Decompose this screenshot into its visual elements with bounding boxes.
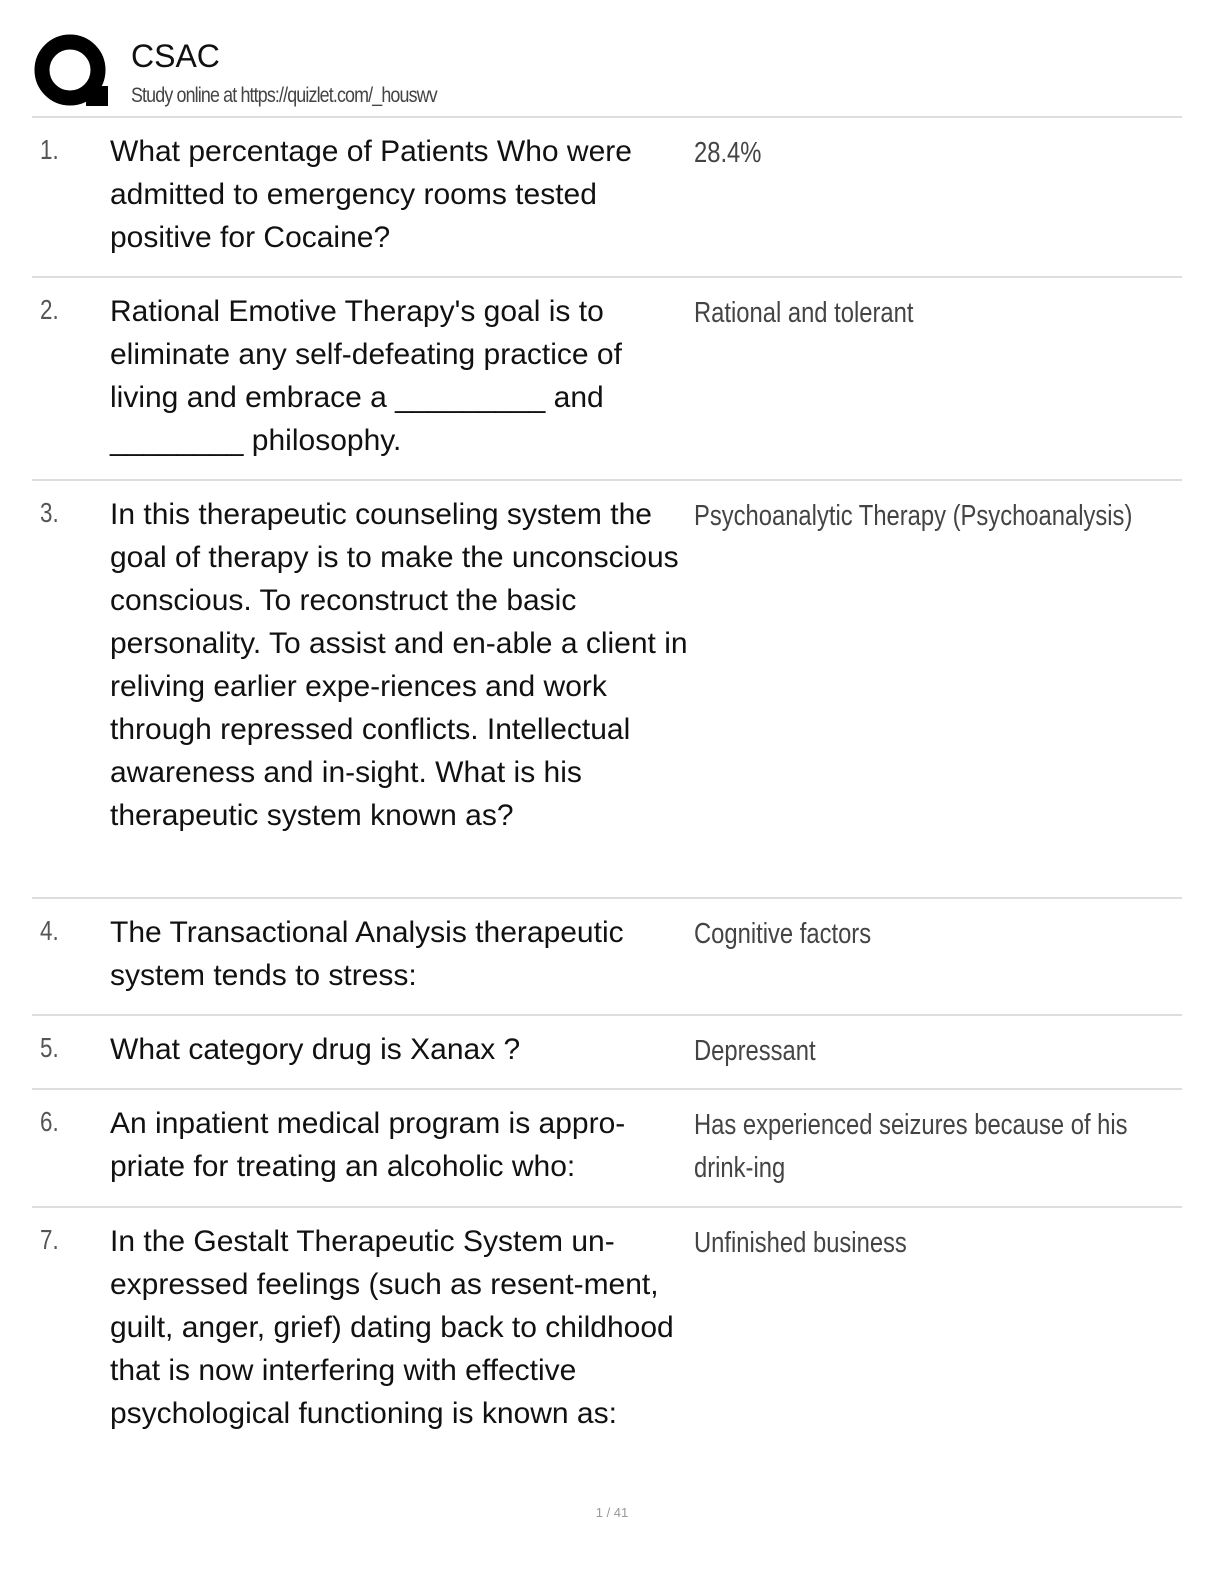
card-question: In the Gestalt Therapeutic System un-expressed feelings (such as resent-ment, guilt, anger, grief) dating back to childhood that is now interfering with effective psychological functioning is known as: [110, 1225, 674, 1430]
card-answer: Unfinished business [694, 1227, 907, 1259]
card-number: 7. [40, 1224, 59, 1255]
study-online-link[interactable]: Study online at https://quizlet.com/_houswv [131, 84, 437, 107]
card-answer: Psychoanalytic Therapy (Psychoanalysis) [694, 500, 1133, 532]
card-question: What category drug is Xanax ? [110, 1033, 521, 1066]
card-number: 2. [40, 294, 59, 325]
document-header [32, 30, 1182, 118]
card-row [32, 1016, 1182, 1090]
card-question: In this therapeutic counseling system the goal of therapy is to make the unconscious conscious. To reconstruct the basic personality. To assist and en-able a client in reliving earlier expe-riences and work through repressed conflicts. Intellectual awareness and in-sight. What is his therapeutic system known as? [110, 498, 688, 832]
page-number: 1 / 41 [595, 1505, 629, 1520]
card-number: 3. [40, 497, 59, 528]
card-answer: 28.4% [694, 137, 762, 169]
card-row [32, 1090, 1182, 1208]
card-answer: Has experienced seizures because of his drink-ing [694, 1109, 1128, 1184]
set-title: CSAC [131, 38, 220, 74]
card-number: 4. [40, 915, 59, 946]
quizlet-logo-icon [34, 34, 110, 110]
card-question: Rational Emotive Therapy's goal is to eliminate any self-defeating practice of living and embrace a _________ and ________ philosophy. [110, 295, 622, 457]
card-row [32, 118, 1182, 278]
card-row [32, 481, 1182, 899]
card-number: 1. [40, 134, 59, 165]
card-question: An inpatient medical program is appro-priate for treating an alcoholic who: [110, 1107, 626, 1183]
card-question: What percentage of Patients Who were admitted to emergency rooms tested positive for Cocaine? [110, 135, 632, 254]
flashcard-list [32, 118, 1182, 1488]
card-row [32, 1208, 1182, 1488]
card-row [32, 899, 1182, 1016]
card-row [32, 278, 1182, 481]
card-answer: Cognitive factors [694, 918, 872, 950]
card-answer: Rational and tolerant [694, 297, 914, 329]
card-number: 6. [40, 1106, 59, 1137]
card-answer: Depressant [694, 1035, 816, 1067]
card-question: The Transactional Analysis therapeutic system tends to stress: [110, 916, 624, 992]
card-number: 5. [40, 1032, 59, 1063]
